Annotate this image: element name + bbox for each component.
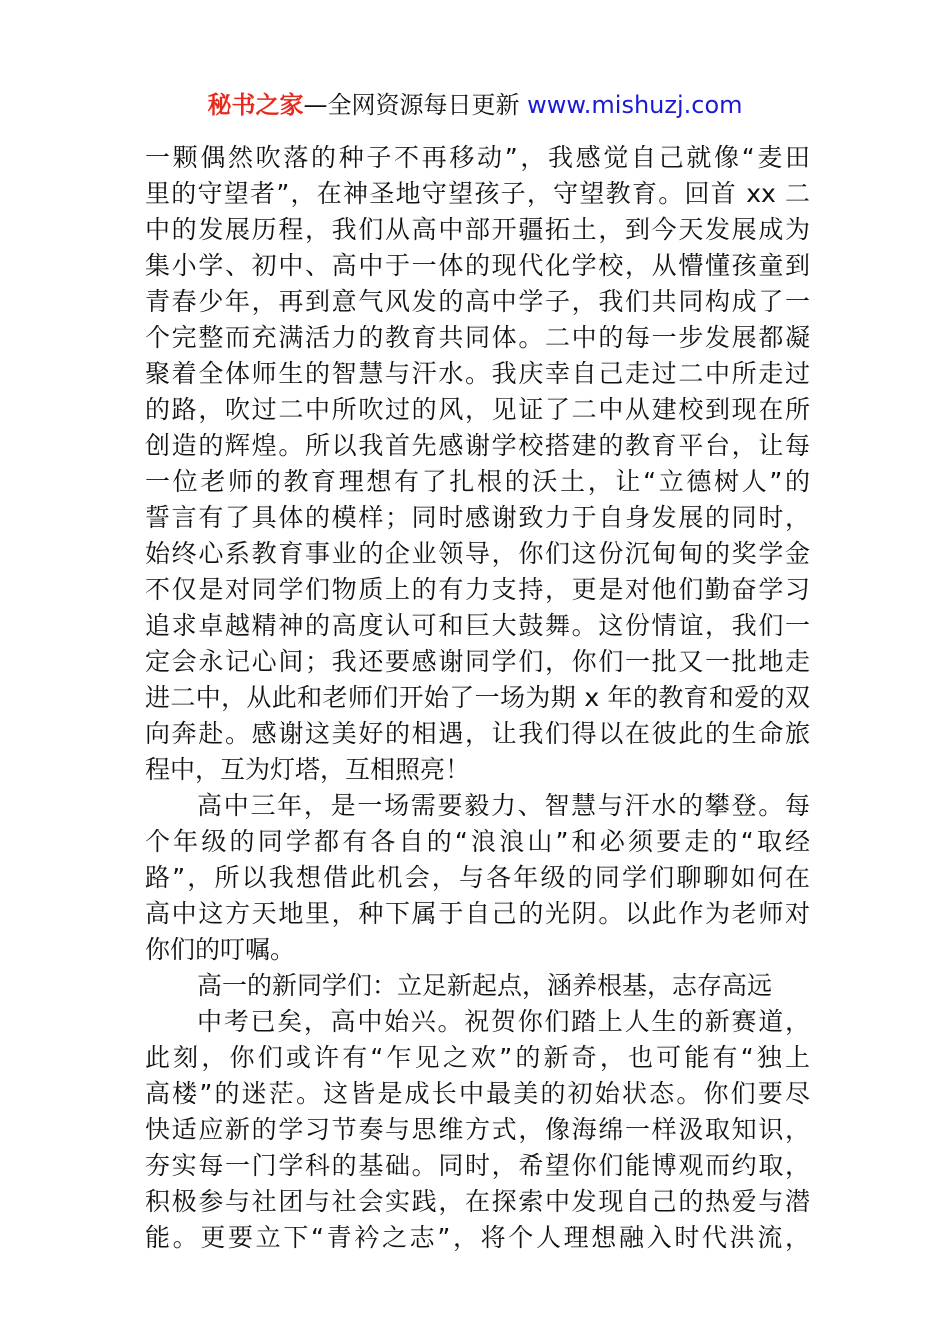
text-line: 积极参与社团与社会实践，在探索中发现自己的热爱与潜 (145, 1187, 810, 1216)
text-line: 一颗偶然吹落的种子不再移动”，我感觉自己就像“麦田 (145, 143, 810, 172)
page-header (0, 88, 950, 122)
text-line: 你们的叮嘱。 (145, 935, 296, 964)
text-line: 快适应新的学习节奏与思维方式，像海绵一样汲取知识， (145, 1115, 810, 1144)
text-line: 集小学、初中、高中于一体的现代化学校，从懵懂孩童到 (145, 251, 810, 280)
text-line: 始终心系教育事业的企业领导，你们这份沉甸甸的奖学金 (145, 539, 810, 568)
website-url: www.mishuzj.com (527, 91, 743, 119)
header-tagline: —全网资源每日更新 (303, 91, 520, 119)
text-line: 程中，互为灯塔，互相照亮！ (145, 755, 471, 784)
text-line: 中的发展历程，我们从高中部开疆拓土，到今天发展成为 (145, 215, 810, 244)
body-text (145, 140, 810, 1256)
text-line: 夯实每一门学科的基础。同时，希望你们能博观而约取， (145, 1151, 810, 1180)
text-line: 高中三年，是一场需要毅力、智慧与汗水的攀登。每 (197, 791, 810, 820)
text-line: 聚着全体师生的智慧与汗水。我庆幸自己走过二中所走过 (145, 359, 810, 388)
text-line: 里的守望者”，在神圣地守望孩子，守望教育。回首 xx 二 (145, 179, 810, 208)
text-line: 个完整而充满活力的教育共同体。二中的每一步发展都凝 (145, 323, 810, 352)
text-line: 进二中，从此和老师们开始了一场为期 x 年的教育和爱的双 (145, 683, 810, 712)
text-line: 的路，吹过二中所吹过的风，见证了二中从建校到现在所 (145, 395, 810, 424)
brand-name: 秘书之家 (207, 91, 304, 119)
text-line: 不仅是对同学们物质上的有力支持，更是对他们勤奋学习 (145, 575, 810, 604)
text-line: 一位老师的教育理想有了扎根的沃土，让“立德树人”的 (145, 467, 810, 496)
text-line: 青春少年，再到意气风发的高中学子，我们共同构成了一 (145, 287, 810, 316)
text-line: 高一的新同学们：立足新起点，涵养根基，志存高远 (197, 971, 773, 1000)
text-line: 高楼”的迷茫。这皆是成长中最美的初始状态。你们要尽 (145, 1079, 810, 1108)
text-line: 个年级的同学都有各自的“浪浪山”和必须要走的“取经 (145, 827, 810, 856)
text-line: 定会永记心间；我还要感谢同学们，你们一批又一批地走 (145, 647, 810, 676)
text-line: 能。更要立下“青衿之志”，将个人理想融入时代洪流， (145, 1223, 810, 1252)
text-line: 追求卓越精神的高度认可和巨大鼓舞。这份情谊，我们一 (145, 611, 810, 640)
text-line: 路”，所以我想借此机会，与各年级的同学们聊聊如何在 (145, 863, 810, 892)
text-line: 中考已矣，高中始兴。祝贺你们踏上人生的新赛道， (197, 1007, 810, 1036)
text-line: 高中这方天地里，种下属于自己的光阴。以此作为老师对 (145, 899, 810, 928)
text-line: 创造的辉煌。所以我首先感谢学校搭建的教育平台，让每 (145, 431, 810, 460)
text-line: 此刻，你们或许有“乍见之欢”的新奇，也可能有“独上 (145, 1043, 810, 1072)
text-line: 誓言有了具体的模样；同时感谢致力于自身发展的同时， (145, 503, 810, 532)
text-line: 向奔赴。感谢这美好的相遇，让我们得以在彼此的生命旅 (145, 719, 810, 748)
